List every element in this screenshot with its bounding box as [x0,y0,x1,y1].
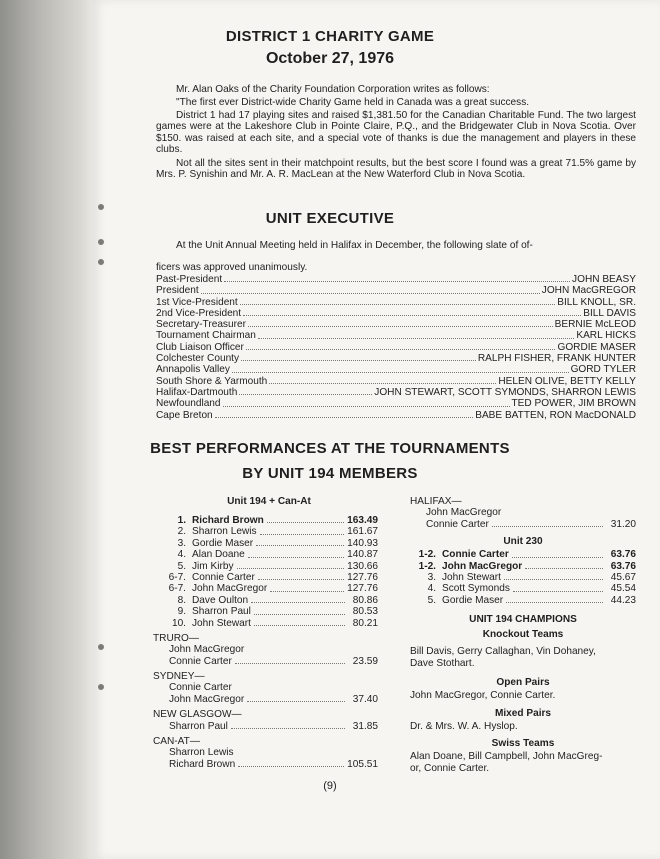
article-date: October 27, 1976 [265,50,395,67]
knockout-teams-names-cont: Dave Stothart. [410,657,475,669]
result-row: 9. Sharron Paul 80.53 [177,606,378,618]
executive-lead-1: At the Unit Annual Meeting held in Halifax in December, the following slate of of- [176,240,533,251]
intro-paragraph-1: Mr. Alan Oaks of the Charity Foundation Corporation writes as follows: [176,84,490,95]
result-row: 3. John Stewart 45.67 [427,571,636,583]
roster-row: Tournament Chairman KARL HICKS [156,330,636,342]
mixed-pairs-names: Dr. & Mrs. W. A. Hyslop. [410,720,518,732]
result-row: 2. Sharron Lewis 161.67 [177,526,378,538]
results-right-column [410,496,636,774]
results-left-column [153,496,378,770]
knockout-teams-title: Knockout Teams [482,629,564,641]
roster-row: Past-President JOHN BEASY [156,274,636,285]
result-row: 6-7. John MacGregor 127.76 [168,583,378,595]
swiss-teams-names: Alan Doane, Bill Campbell, John MacGreg- [410,751,603,763]
result-group-new-glasgow: NEW GLASGOW— Sharron Paul 31.85 [153,709,378,732]
executive-lead-2: ficers was approved unanimously. [156,262,308,273]
intro-paragraph-3: District 1 had 17 playing sites and raised $1,381.50 for the Canadian Charitable Fund. The two largest games were at the Lakeshore Club in Pointe Claire, P.Q., and the Bridgewater Club in Nova Scotia. Over $150. was raised at each site, and a special vote of thanks is due the management and players in these clubs. [156,110,636,155]
open-pairs-title: Open Pairs [496,677,550,689]
binding-hole [98,684,104,690]
result-row: 1-2. Connie Carter 63.76 [418,549,636,561]
roster-row: 1st Vice-President BILL KNOLL, SR. [156,296,636,308]
binding-hole [98,644,104,650]
swiss-teams-title: Swiss Teams [491,738,555,750]
result-row: 3. Gordie Maser 140.93 [177,537,378,549]
page-number: (9) [323,780,337,792]
binding-hole [98,239,104,245]
roster-row: President JOHN MacGREGOR [156,285,636,297]
result-row: 5. Jim Kirby 130.66 [177,560,378,572]
roster-row: South Shore & Yarmouth HELEN OLIVE, BETTY KELLY [156,375,636,387]
result-row: 10. John Stewart 80.21 [171,617,378,629]
open-pairs-names: John MacGregor, Connie Carter. [410,690,556,702]
knockout-teams-names: Bill Davis, Gerry Callaghan, Vin Dohaney, [410,646,596,658]
result-group-truro: TRURO— John MacGregor Connie Carter 23.59 [153,632,378,667]
roster-row: Colchester County RALPH FISHER, FRANK HUNTER [156,353,636,365]
result-group-can-at: CAN-AT— Sharron Lewis Richard Brown 105.51 [153,736,378,770]
roster-row: Cape Breton BABE BATTEN, RON MacDONALD [156,409,636,421]
binding-shadow [0,0,92,859]
result-row: 4. Alan Doane 140.87 [177,549,378,561]
roster-row: 2nd Vice-President BILL DAVIS [156,307,636,319]
intro-paragraph-2: "The first ever District-wide Charity Game held in Canada was a great success. [176,97,530,108]
result-row: 1. Richard Brown 163.49 [177,515,378,526]
intro-paragraph-4: Not all the sites sent in their matchpoint results, but the best score I found was a great 71.5% game by Mrs. P. Synishin and Mr. A. R. MacLean at the New Waterford Club in Nova Scotia. [156,158,636,181]
result-row: 1-2. John MacGregor 63.76 [418,560,636,572]
result-row: 8. Dave Oulton 80.86 [177,594,378,606]
result-group-sydney: SYDNEY— Connie Carter John MacGregor 37.40 [153,671,378,705]
section-title-executive: UNIT EXECUTIVE [265,210,395,227]
unit-194-heading: Unit 194 + Can-At [227,496,311,507]
article-title: DISTRICT 1 CHARITY GAME [225,28,435,45]
roster-row: Annapolis Valley GORD TYLER [156,364,636,376]
champions-heading: UNIT 194 CHAMPIONS [469,614,577,626]
section-title-best-1: BEST PERFORMANCES AT THE TOURNAMENTS [150,440,510,457]
swiss-teams-names-cont: or, Connie Carter. [410,762,490,774]
roster-row: Newfoundland TED POWER, JIM BROWN [156,398,636,410]
roster-row: Secretary-Treasurer BERNIE McLEOD [156,319,636,331]
roster-row: Club Liaison Officer GORDIE MASER [156,341,636,353]
section-title-best-2: BY UNIT 194 MEMBERS [242,465,418,482]
result-row: 5. Gordie Maser 44.23 [427,594,636,606]
result-row: 4. Scott Symonds 45.54 [427,583,636,595]
binding-hole [98,259,104,265]
unit-230-heading: Unit 230 [503,536,543,548]
roster-row: Halifax-Dartmouth JOHN STEWART, SCOTT SYMONDS, SHARRON LEWIS [156,386,636,398]
result-group-halifax: HALIFAX— John MacGregor Connie Carter 31.20 [410,496,636,530]
mixed-pairs-title: Mixed Pairs [494,707,552,719]
executive-roster [156,274,636,421]
result-row: 6-7. Connie Carter 127.76 [168,571,378,583]
